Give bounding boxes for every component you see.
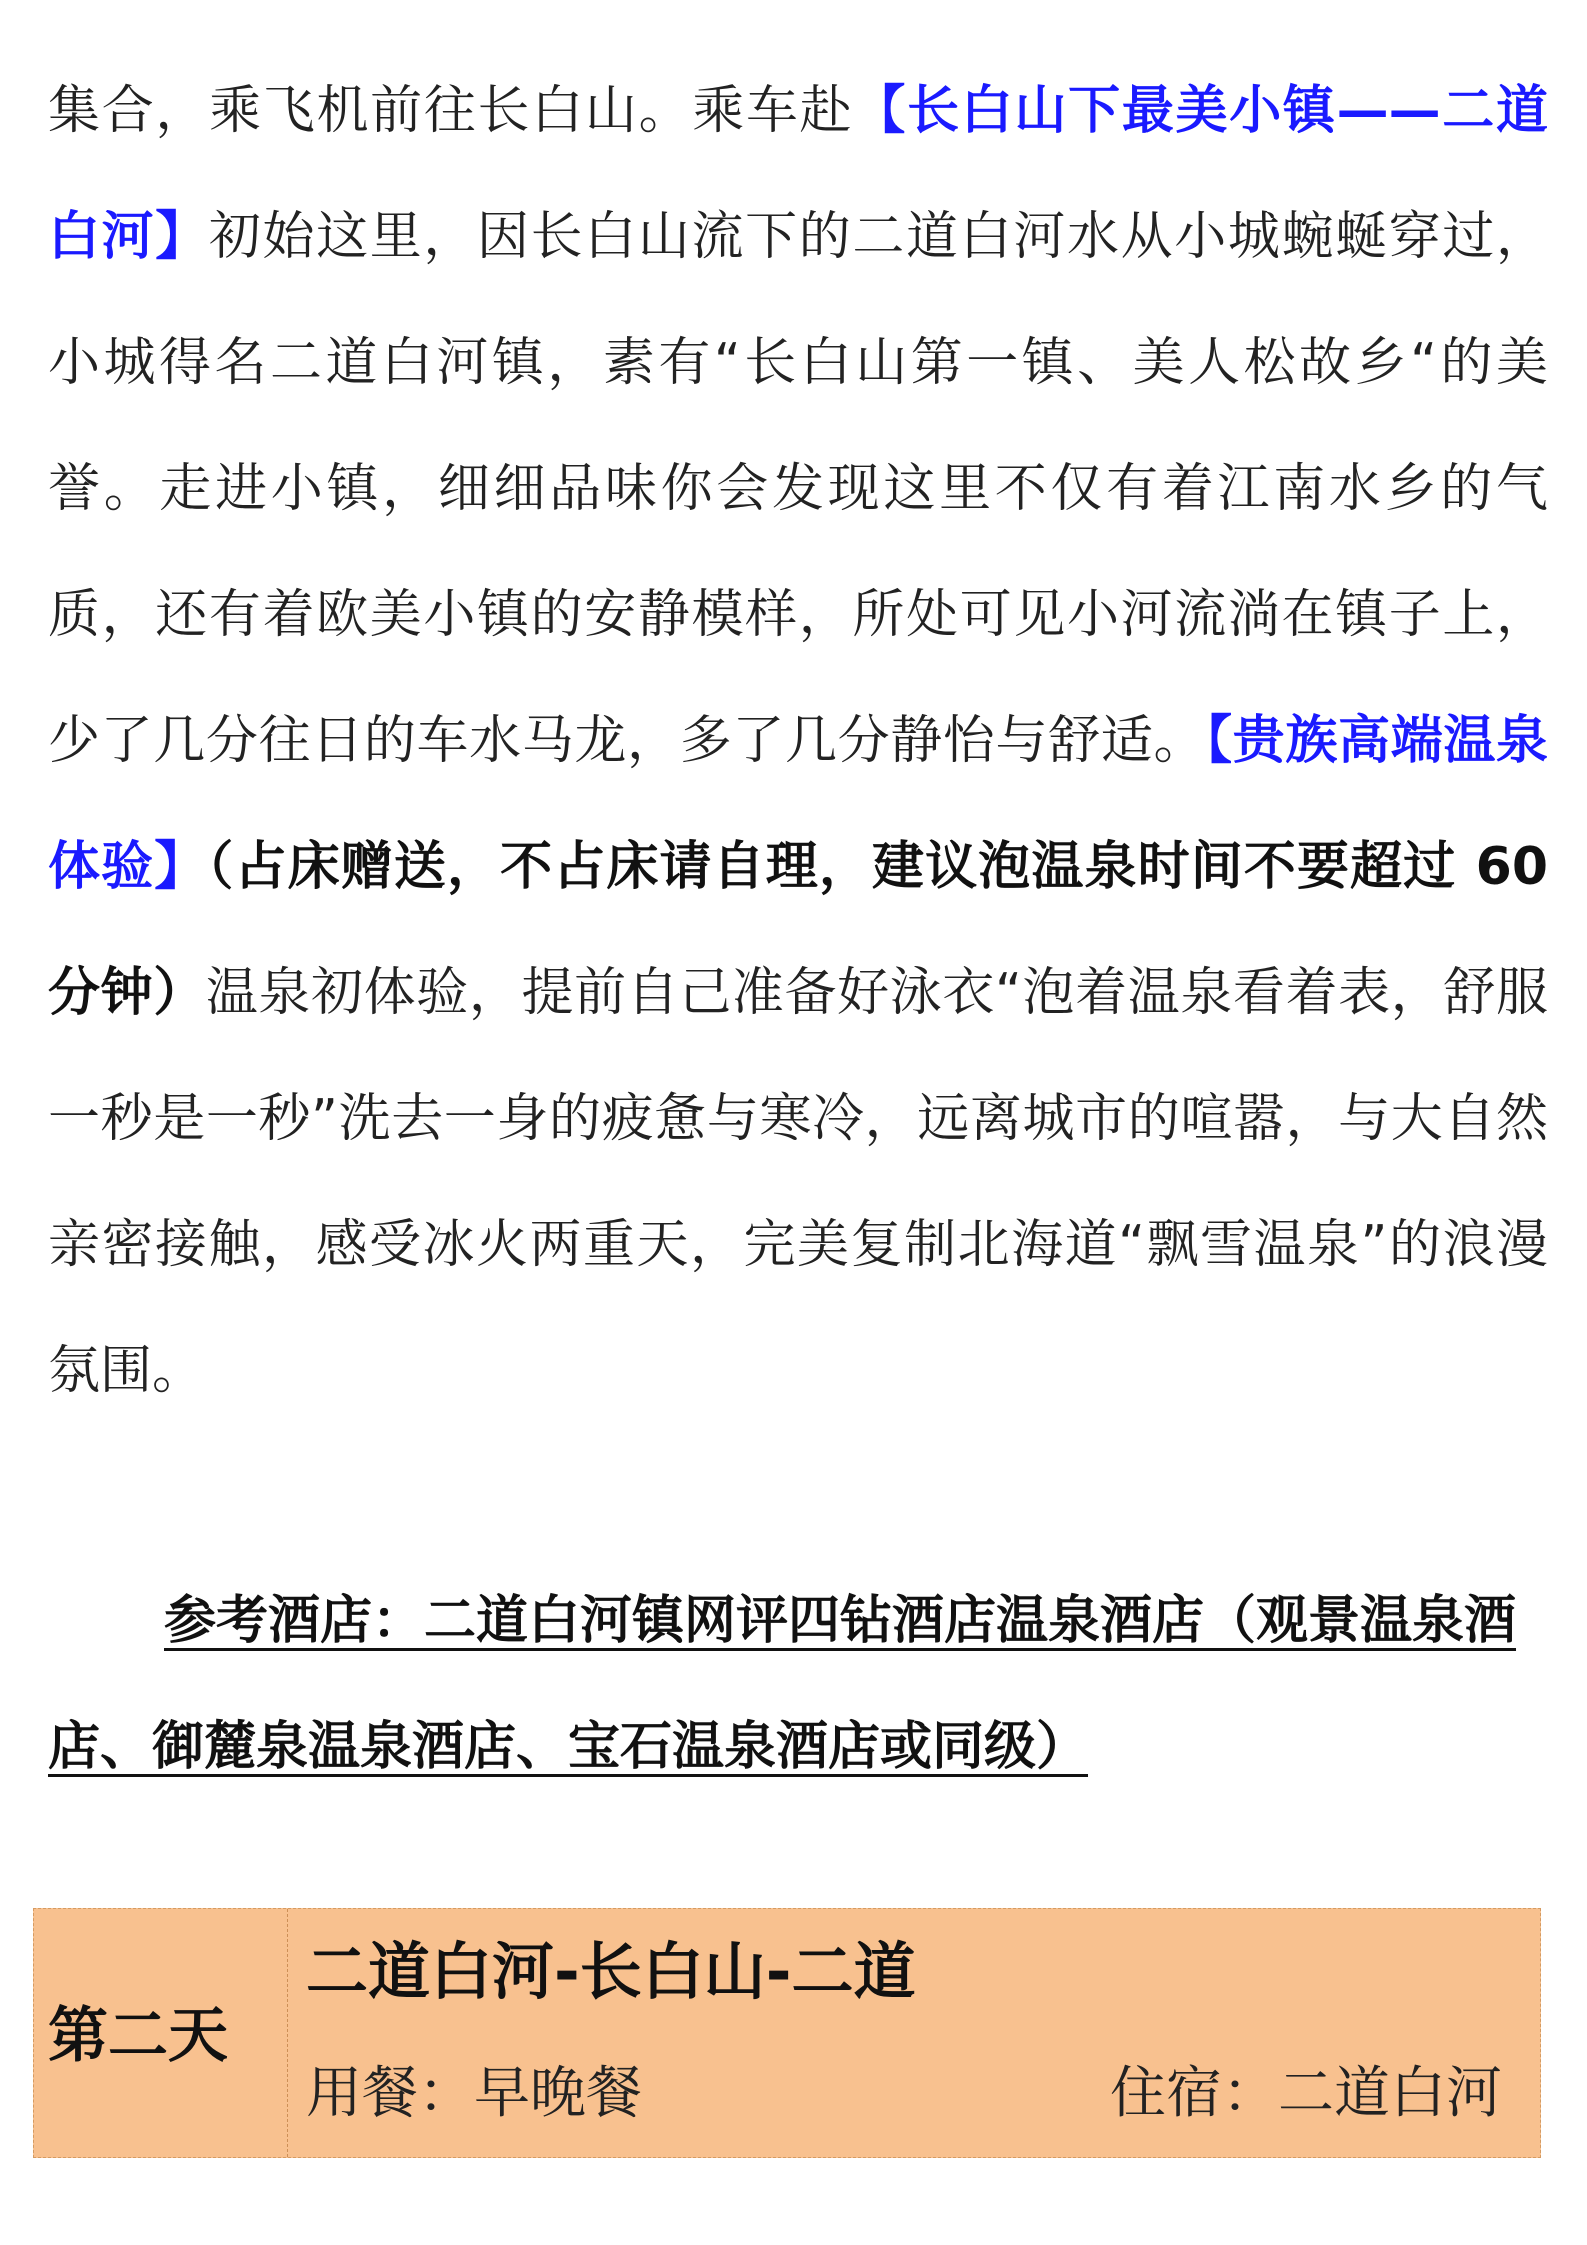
day2-label: 第二天: [48, 2001, 228, 2071]
hot-spring-note: （占床赠送，不占床请自理，建议泡温泉时间不要超过 60 分钟）: [48, 837, 1548, 1023]
day2-route: 二道白河-长白山-二道: [306, 1935, 916, 2008]
day1-description: [48, 48, 1548, 1434]
intro-text-1: 集合，乘飞机前往长白山。乘车赴: [48, 81, 854, 141]
hot-spring-highlight: 【贵族高端温泉体验】: [48, 711, 1548, 897]
day2-stay: 住宿：二道白河: [1110, 2061, 1502, 2126]
day2-divider: [287, 1909, 288, 2157]
reference-hotel-text: 参考酒店：二道白河镇网评四钻酒店温泉酒店（观景温泉酒店、御麓泉温泉酒店、宝石温泉酒店或同级）: [48, 1591, 1517, 1777]
day2-header: [33, 1908, 1541, 2158]
reference-hotel: [48, 1558, 1548, 1810]
intro-text-2: 初始这里，因长白山流下的二道白河水从小城蜿蜒穿过，小城得名二道白河镇，素有“长白山第一镇、美人松故乡“的美誉。走进小镇，细细品味你会发现这里不仅有着江南水乡的气质，还有着欧美小镇的安静模样，所处可见小河流淌在镇子上，少了几分往日的车水马龙，多了几分静怡与舒适。: [48, 207, 1548, 771]
town-highlight: 【长白山下最美小镇——二道白河】: [48, 81, 1548, 267]
intro-text-3: 温泉初体验，提前自己准备好泳衣“泡着温泉看着表，舒服一秒是一秒”洗去一身的疲惫与寒冷，远离城市的喧嚣，与大自然亲密接触，感受冰火两重天，完美复制北海道“飘雪温泉”的浪漫氛围。: [48, 963, 1548, 1401]
day2-meals: 用餐：早晚餐: [306, 2061, 642, 2126]
